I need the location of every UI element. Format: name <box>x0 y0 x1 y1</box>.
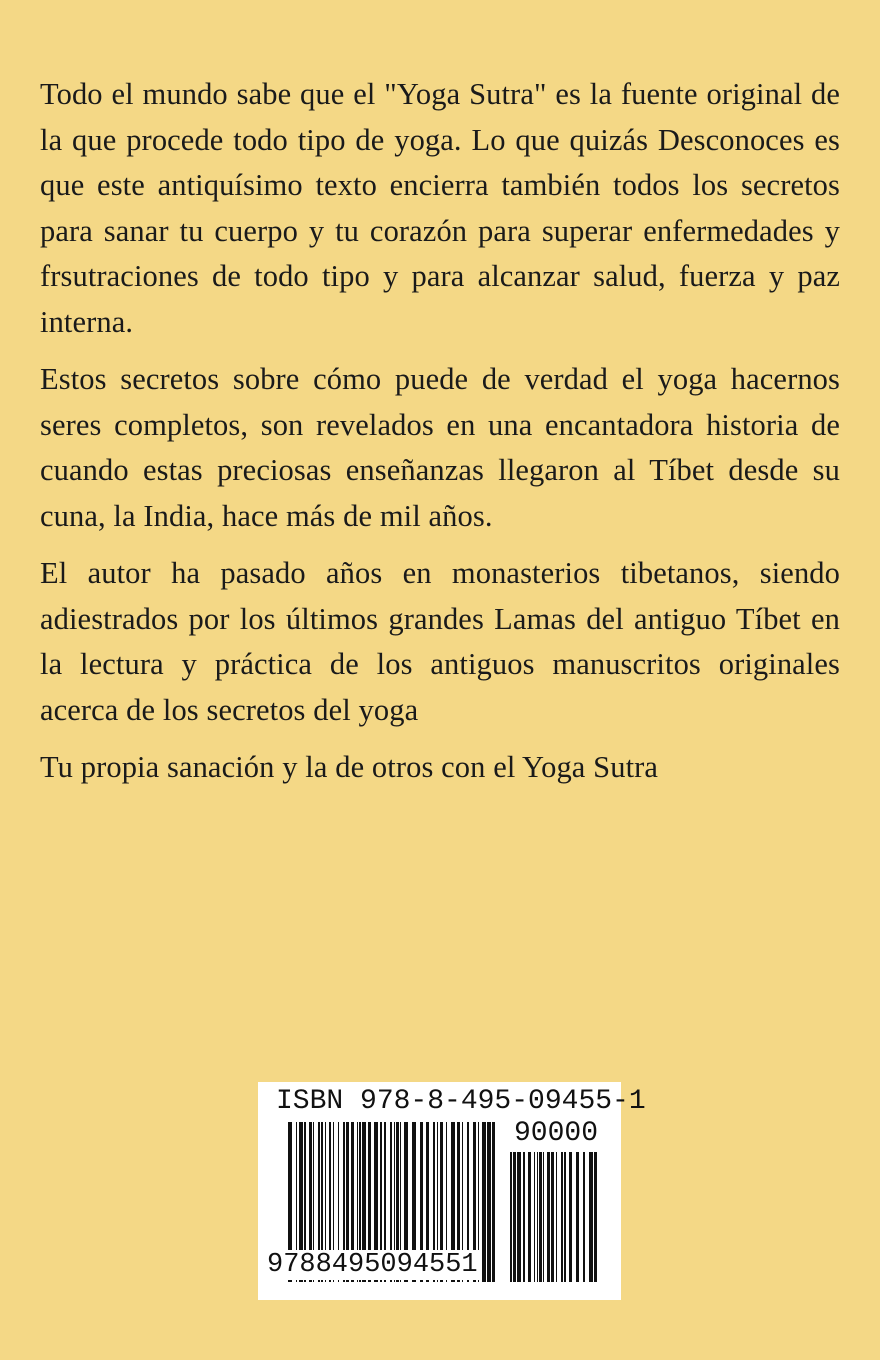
barcode-bar <box>492 1122 495 1282</box>
barcode-bar <box>528 1152 531 1282</box>
barcode-bar <box>561 1152 563 1282</box>
isbn-barcode <box>258 1082 646 1300</box>
barcode-bar <box>482 1122 486 1282</box>
barcode-bar <box>534 1152 535 1282</box>
isbn-label: ISBN 978-8-495-09455-1 <box>276 1086 646 1117</box>
blurb-paragraph-3: El autor ha pasado años en monasterios tibetanos, siendo adiestrados por los últimos grandes Lamas del antiguo Tíbet en la lectura y práctica de los antiguos manuscritos originales acerca de los secretos del yoga <box>40 556 840 727</box>
blurb-paragraph-2: Estos secretos sobre cómo puede de verdad el yoga hacernos seres completos, son revelados en una encantadora historia de cuando estas preciosas enseñanzas llegaron al Tíbet desde su cuna, la India, hace más de mil años. <box>40 362 840 533</box>
blurb-paragraph-4: Tu propia sanación y la de otros con el Yoga Sutra <box>40 750 659 784</box>
barcode-bar <box>583 1152 585 1282</box>
barcode-bar <box>510 1152 512 1282</box>
barcode-bar <box>576 1152 579 1282</box>
barcode-bar <box>523 1152 525 1282</box>
barcode-bar <box>517 1152 521 1282</box>
barcode-bar <box>556 1152 557 1282</box>
barcode-bar <box>537 1152 538 1282</box>
barcode-bar <box>543 1152 544 1282</box>
barcode-bar <box>589 1152 593 1282</box>
blurb-paragraph-1: Todo el mundo sabe que el "Yoga Sutra" es la fuente original de la que procede todo tipo de yoga. Lo que quizás Desconoces es que este antiquísimo texto encierra también todos los secretos para sanar tu cuerpo y tu corazón para superar enfermedades y frsutraciones de todo tipo y para alcanzar salud, fuerza y paz interna. <box>40 77 840 339</box>
barcode-bar <box>513 1152 516 1282</box>
barcode-bars-addon <box>510 1152 602 1282</box>
barcode-bar <box>539 1152 542 1282</box>
ean-digits: 9788495094551 <box>267 1250 478 1280</box>
price-code: 90000 <box>514 1118 599 1149</box>
barcode-bar <box>594 1152 597 1282</box>
barcode-bar <box>547 1152 550 1282</box>
barcode-bar <box>564 1152 566 1282</box>
barcode-bar <box>551 1152 554 1282</box>
barcode-bar <box>487 1122 491 1282</box>
barcode-bar <box>569 1152 572 1282</box>
back-cover-blurb <box>40 72 840 803</box>
